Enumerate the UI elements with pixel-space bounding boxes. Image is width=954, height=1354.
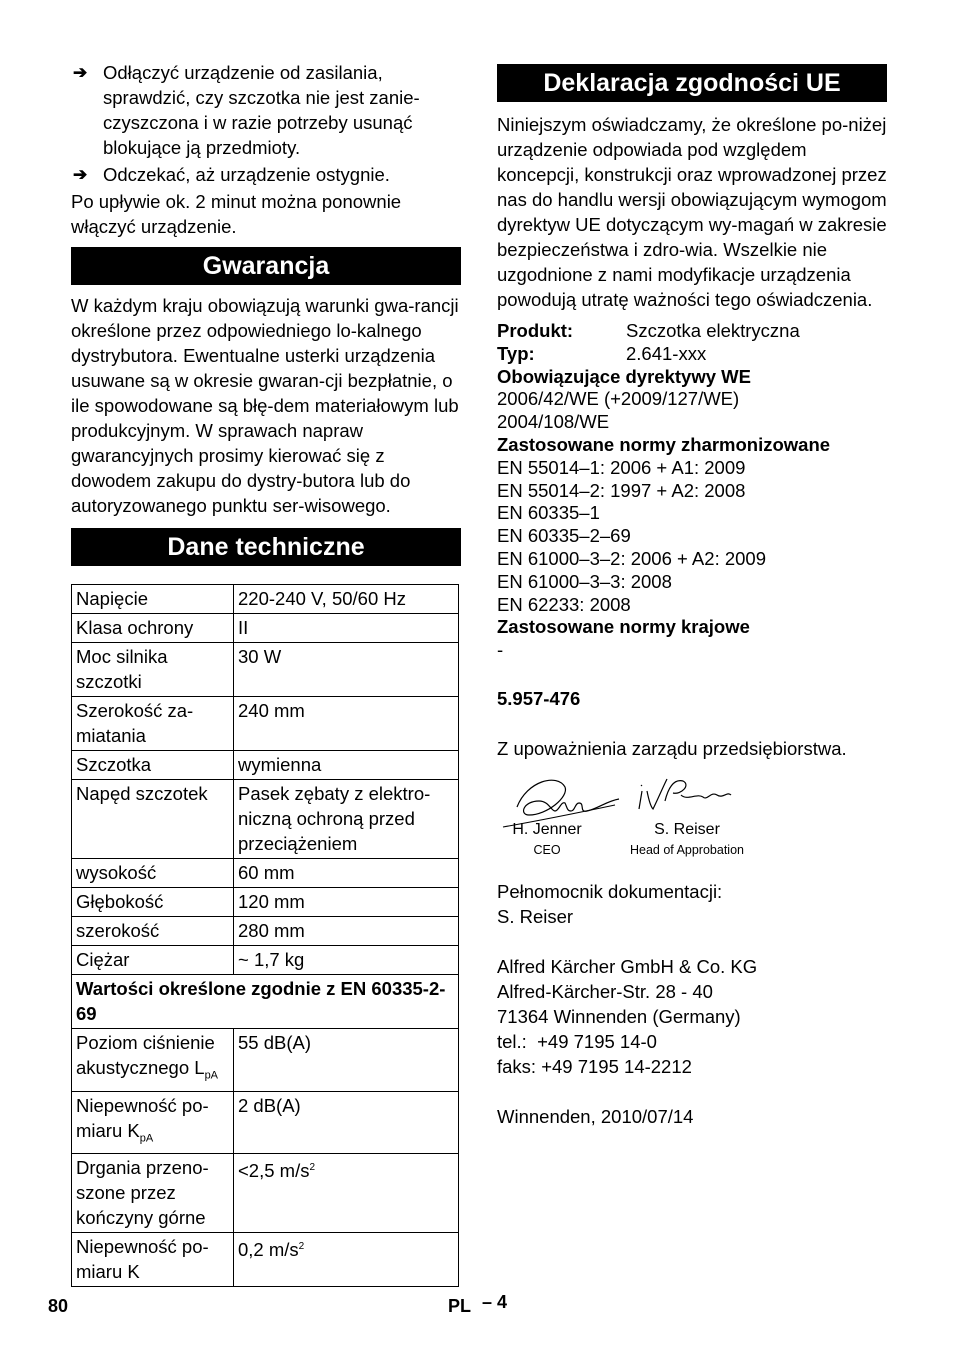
- address-line: tel.: +49 7195 14-0: [497, 1030, 657, 1052]
- standard-item: EN 55014–1: 2006 + A1: 2009: [497, 456, 746, 478]
- company-address: [497, 954, 887, 1079]
- table-section-header: [72, 975, 459, 1029]
- table-row: [72, 697, 459, 751]
- declaration-details: [497, 320, 887, 662]
- address-line: Alfred-Kärcher-Str. 28 - 40: [497, 980, 713, 1002]
- table-row: [72, 751, 459, 780]
- documentation-rep-label: Pełnomocnik dokumentacji:: [497, 880, 723, 902]
- table-cell-key: Napęd szczotek: [72, 780, 234, 859]
- table-row: [72, 585, 459, 614]
- authorization-note: Z upoważnienia zarządu przedsiębiorstwa.: [497, 737, 847, 759]
- table-cell-key: Napięcie: [72, 585, 234, 614]
- measure-value: 0,2 m/s: [238, 1239, 299, 1261]
- table-cell-key: [72, 1029, 234, 1092]
- table-cell-value: [234, 1154, 459, 1233]
- table-cell-value: 60 mm: [234, 859, 459, 888]
- standard-item: EN 62233: 2008: [497, 593, 631, 615]
- type-label: Typ:: [497, 342, 535, 364]
- table-cell-value: 240 mm: [234, 697, 459, 751]
- table-cell-key: Głębokość: [72, 888, 234, 917]
- table-cell-key: Ciężar: [72, 946, 234, 975]
- table-cell-value: II: [234, 614, 459, 643]
- measure-subscript: pA: [139, 1132, 154, 1145]
- measure-label: Niepewność po-miaru K: [76, 1236, 209, 1283]
- declaration-text: Niniejszym oświadczamy, że określone po-niżej urządzenie odpowiada pod względem koncepcji, konstrukcji oraz wprowadzonej przez nas do handlu wersji obowiązującym wymogom dyrektyw UE dotyczącym wy-magań w zakresie bezpieczeństwa i zdro-wia. Wszelkie nie uzgodnione z nami modyfikacje urządzenia powodują utratę ważności tego oświadczenia.: [497, 114, 887, 310]
- restart-note: Po upływie ok. 2 minut można ponownie włączyć urządzenie.: [71, 191, 402, 237]
- measure-subscript: pA: [204, 1069, 219, 1082]
- product-value: Szczotka elektryczna: [626, 320, 800, 341]
- signer-role: Head of Approbation: [630, 842, 744, 857]
- table-row: [72, 643, 459, 697]
- measure-value: 2 dB(A): [238, 1094, 301, 1116]
- table-cell-key: [72, 1233, 234, 1287]
- signer-name: H. Jenner: [512, 820, 582, 838]
- table-cell-value: ~ 1,7 kg: [234, 946, 459, 975]
- measure-superscript: 2: [309, 1162, 316, 1174]
- measure-value: 55 dB(A): [238, 1032, 312, 1053]
- arrow-right-icon: ➔: [73, 63, 88, 82]
- warranty-heading: Gwarancja: [71, 247, 461, 285]
- type-row: [497, 343, 887, 366]
- table-cell-key: [72, 1091, 234, 1154]
- product-row: [497, 320, 887, 343]
- table-cell-value: [234, 1029, 459, 1092]
- table-cell-key: Moc silnika szczotki: [72, 643, 234, 697]
- table-row: [72, 888, 459, 917]
- table-cell-value: 120 mm: [234, 888, 459, 917]
- table-cell-key: wysokość: [72, 859, 234, 888]
- directive-item: 2004/108/WE: [497, 411, 610, 433]
- type-value: 2.641-xxx: [626, 342, 707, 364]
- table-row: [72, 614, 459, 643]
- table-row: [72, 859, 459, 888]
- signer-role: CEO: [533, 842, 561, 857]
- table-cell-value: [234, 1233, 459, 1287]
- standard-item: EN 60335–2–69: [497, 525, 631, 547]
- measure-superscript: 2: [298, 1241, 305, 1253]
- address-line: Alfred Kärcher GmbH & Co. KG: [497, 955, 758, 977]
- arrow-right-icon: ➔: [73, 165, 88, 184]
- declaration-heading: Deklaracja zgodności UE: [497, 64, 887, 102]
- table-cell-value: [234, 1091, 459, 1154]
- table-row: [72, 1233, 459, 1287]
- tech-data-table: [71, 584, 459, 1287]
- page-number: 80: [48, 1296, 69, 1316]
- table-cell-value: 280 mm: [234, 917, 459, 946]
- table-cell-value: 220-240 V, 50/60 Hz: [234, 585, 459, 614]
- signature-block: [497, 771, 887, 861]
- national-title: Zastosowane normy krajowe: [497, 616, 750, 638]
- standard-item: EN 61000–3–3: 2008: [497, 570, 672, 592]
- left-column: [71, 60, 461, 1287]
- table-row: [72, 1091, 459, 1154]
- measured-values-header: Wartości określone zgodnie z EN 60335-2-69: [72, 975, 459, 1029]
- table-cell-value: 30 W: [234, 643, 459, 697]
- instruction-step: [71, 162, 461, 187]
- section-number: – 4: [482, 1292, 508, 1312]
- measure-label: Niepewność po-miaru K: [76, 1094, 209, 1141]
- documentation-rep-name: S. Reiser: [497, 905, 574, 927]
- table-cell-value: wymienna: [234, 751, 459, 780]
- language-code: PL: [448, 1296, 472, 1316]
- standard-item: EN 60335–1: [497, 502, 600, 524]
- table-cell-key: Klasa ochrony: [72, 614, 234, 643]
- table-row: [72, 780, 459, 859]
- address-line: faks: +49 7195 14-2212: [497, 1055, 692, 1077]
- measure-label: Poziom ciśnienie akustycznego L: [76, 1032, 215, 1078]
- signer-name: S. Reiser: [654, 820, 720, 838]
- harmonized-title: Zastosowane normy zharmonizowane: [497, 433, 831, 455]
- warranty-text: W każdym kraju obowiązują warunki gwa-rancji określone przez odpowiedniego lo-kalnego dystrybutora. Ewentualne usterki urządzenia usuwane są w okresie gwaran-cji bezpłatnie, o ile spowodowane są błę-dem materiałowym lub produkcyjnym. W sprawach napraw gwarancyjnych prosimy kierować się z dowodem zakupu do dystry-butora lub do autoryzowanego punktu ser-wisowego.: [71, 295, 459, 516]
- table-row: [72, 1029, 459, 1092]
- instruction-text: Odłączyć urządzenie od zasilania, sprawdzić, czy szczotka nie jest zanie-czyszczona i w razie potrzeby usunąć blokujące ją przedmioty.: [103, 62, 420, 158]
- instruction-text: Odczekać, aż urządzenie ostygnie.: [103, 164, 390, 185]
- measure-value: <2,5 m/s: [238, 1160, 310, 1182]
- tech-data-heading: Dane techniczne: [71, 528, 461, 566]
- instruction-step: [71, 60, 461, 160]
- table-row: [72, 1154, 459, 1233]
- directives-title: Obowiązujące dyrektywy WE: [497, 365, 751, 387]
- standard-item: EN 61000–3–2: 2006 + A2: 2009: [497, 547, 766, 569]
- product-label: Produkt:: [497, 320, 574, 341]
- table-row: [72, 946, 459, 975]
- table-cell-key: Szczotka: [72, 751, 234, 780]
- national-value: -: [497, 639, 504, 661]
- table-row: [72, 917, 459, 946]
- standard-item: EN 55014–2: 1997 + A2: 2008: [497, 479, 746, 501]
- place-date: Winnenden, 2010/07/14: [497, 1105, 694, 1127]
- table-cell-key: Szerokość za-miatania: [72, 697, 234, 751]
- table-cell-value: Pasek zębaty z elektro-niczną ochroną przed przeciążeniem: [234, 780, 459, 859]
- directive-item: 2006/42/WE (+2009/127/WE): [497, 388, 740, 410]
- address-line: 71364 Winnenden (Germany): [497, 1005, 741, 1027]
- right-column: [497, 64, 887, 1129]
- measure-label: Drgania przeno-szone przez kończyny górne: [76, 1157, 209, 1229]
- document-number: 5.957-476: [497, 687, 581, 709]
- table-cell-key: szerokość: [72, 917, 234, 946]
- table-cell-key: [72, 1154, 234, 1233]
